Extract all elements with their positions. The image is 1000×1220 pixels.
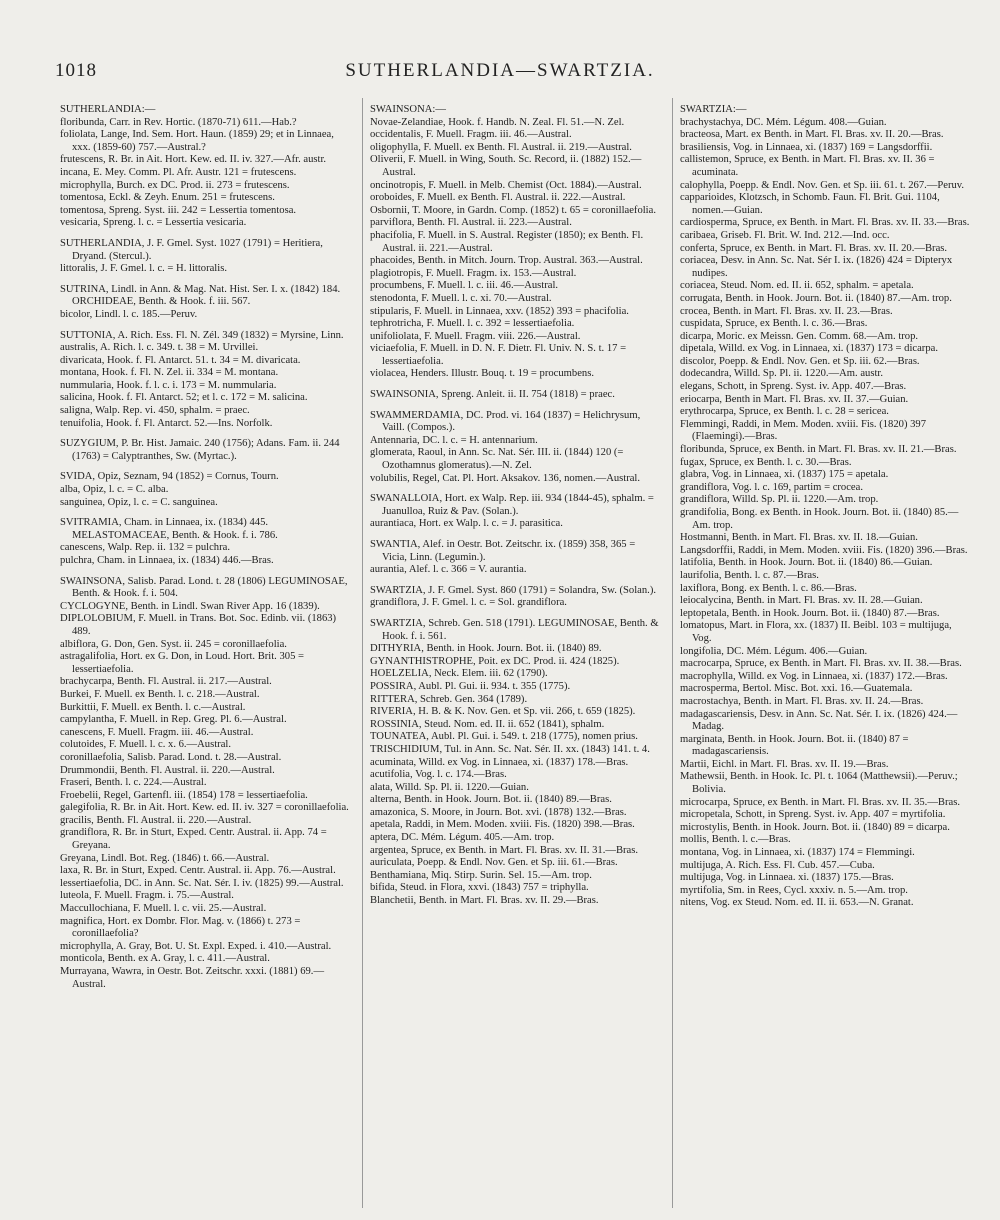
- index-entry: tomentosa, Eckl. & Zeyh. Enum. 251 = frutescens.: [60, 192, 275, 204]
- index-entry: laurifolia, Benth. l. c. 87.—Bras.: [680, 569, 819, 581]
- index-entry: SWAINSONA, Salisb. Parad. Lond. t. 28 (1806) LEGUMINOSAE, Benth. & Hook. f. i. 504.: [60, 575, 348, 600]
- index-entry: bifida, Steud. in Flora, xxvi. (1843) 757 = triphylla.: [370, 882, 589, 894]
- section-heading: SWARTZIA:—: [680, 104, 747, 115]
- index-entry: Hostmanni, Benth. in Mart. Fl. Bras. xv. II. 18.—Guian.: [680, 532, 918, 544]
- index-entry: SVITRAMIA, Cham. in Linnaea, ix. (1834) 445. MELASTOMACEAE, Benth. & Hook. f. i. 786.: [60, 517, 278, 541]
- index-entry: acutifolia, Vog. l. c. 174.—Bras.: [370, 769, 507, 781]
- index-entry: macrosperma, Bertol. Misc. Bot. xxi. 16.—Guatemala.: [680, 683, 913, 695]
- index-entry: canescens, Walp. Rep. ii. 132 = pulchra.: [60, 542, 230, 554]
- index-entry: glomerata, Raoul, in Ann. Sc. Nat. Sér. III. ii. (1844) 120 (= Ozothamnus glomeratus).—N. Zel.: [370, 447, 624, 472]
- index-entry: alba, Opiz, l. c. = C. alba.: [60, 484, 169, 496]
- index-entry: volubilis, Regel, Cat. Pl. Hort. Aksakov. 136, nomen.—Austral.: [370, 472, 641, 484]
- index-entry: Martii, Eichl. in Mart. Fl. Bras. xv. II. 19.—Bras.: [680, 758, 889, 770]
- index-entry: microstylis, Benth. in Hook. Journ. Bot. ii. (1840) 89 = dicarpa.: [680, 821, 950, 833]
- index-entry: POSSIRA, Aubl. Pl. Gui. ii. 934. t. 355 (1775).: [370, 680, 571, 692]
- index-entry: saligna, Walp. Rep. vi. 450, sphalm. = praec.: [60, 405, 250, 417]
- index-entry: SUZYGIUM, P. Br. Hist. Jamaic. 240 (1756); Adans. Fam. ii. 244 (1763) = Calyptranthes, Sw. (Myrtac.).: [60, 438, 340, 462]
- index-entry: oligophylla, F. Muell. ex Benth. Fl. Austral. ii. 219.—Austral.: [370, 141, 632, 153]
- index-entry: sanguinea, Opiz, l. c. = C. sanguinea.: [60, 496, 218, 508]
- index-entry: coriacea, Desv. in Ann. Sc. Nat. Sér I. ix. (1826) 424 = Dipteryx nudipes.: [680, 255, 953, 279]
- index-entry: violacea, Henders. Illustr. Bouq. t. 19 = procumbens.: [370, 368, 594, 380]
- index-entry: cuspidata, Spruce, ex Benth. l. c. 36.—Bras.: [680, 318, 868, 330]
- index-entry: macrostachya, Benth. in Mart. Fl. Bras. xv. II. 24.—Bras.: [680, 695, 924, 707]
- index-entry: CYCLOGYNE, Benth. in Lindl. Swan River App. 16 (1839).: [60, 600, 320, 612]
- index-entry: brachystachya, DC. Mém. Légum. 408.—Guian.: [680, 116, 887, 128]
- index-entry: plagiotropis, F. Muell. Fragm. ix. 153.—Austral.: [370, 267, 577, 279]
- index-entry: oroboides, F. Muell. ex Benth. Fl. Austral. ii. 222.—Austral.: [370, 192, 626, 204]
- index-entry: foliolata, Lange, Ind. Sem. Hort. Haun. (1859) 29; et in Linnaea, xxx. (1859-60) 757.—Austral.?: [60, 129, 334, 153]
- index-entry: Fraseri, Benth. l. c. 224.—Austral.: [60, 777, 207, 789]
- index-entry: conferta, Spruce, ex Benth. in Mart. Fl. Bras. xv. II. 20.—Bras.: [680, 242, 948, 254]
- index-entry: stenodonta, F. Muell. l. c. xi. 70.—Austral.: [370, 292, 552, 304]
- index-entry: grandiflora, Willd. Sp. Pl. ii. 1220.—Am. trop.: [680, 494, 879, 506]
- index-entry: stipularis, F. Muell. in Linnaea, xxv. (1852) 393 = phacifolia.: [370, 305, 629, 317]
- index-entry: Greyana, Lindl. Bot. Reg. (1846) t. 66.—Austral.: [60, 852, 270, 864]
- index-entry: Antennaria, DC. l. c. = H. antennarium.: [370, 434, 538, 446]
- index-entry: phacifolia, F. Muell. in S. Austral. Register (1850); ex Benth. Fl. Austral. ii. 221.—Austral.: [370, 229, 644, 254]
- index-entry: GYNANTHISTROPHE, Poit. ex DC. Prod. ii. 424 (1825).: [370, 655, 620, 667]
- index-entry: laxiflora, Bong. ex Benth. l. c. 86.—Bras.: [680, 582, 857, 594]
- index-entry: TOUNATEA, Aubl. Pl. Gui. i. 549. t. 218 (1775), nomen prius.: [370, 731, 638, 743]
- index-entry: micropetala, Schott, in Spreng. Syst. iv. App. 407 = myrtifolia.: [680, 809, 946, 821]
- index-entry: SWAINSONIA, Spreng. Anleit. ii. II. 754 (1818) = praec.: [370, 389, 615, 401]
- index-entry: Langsdorffii, Raddi, in Mem. Moden. xviii. Fis. (1820) 396.—Bras.: [680, 544, 968, 556]
- index-entry: dicarpa, Moric. ex Meissn. Gen. Comm. 68.—Am. trop.: [680, 330, 919, 342]
- index-entry: tenuifolia, Hook. f. Fl. Antarct. 52.—Ins. Norfolk.: [60, 417, 273, 429]
- index-entry: Burkittii, F. Muell. ex Benth. l. c.—Austral.: [60, 701, 246, 713]
- index-entry: SWAMMERDAMIA, DC. Prod. vi. 164 (1837) = Helichrysum, Vaill. (Compos.).: [370, 409, 641, 434]
- index-entry: grandiflora, Vog. l. c. 169, partim = crocea.: [680, 481, 863, 493]
- index-entry: Mathewsii, Benth. in Hook. Ic. Pl. t. 1064 (Matthewsii).—Peruv.; Bolivia.: [680, 771, 958, 796]
- index-entry: coronillaefolia, Salisb. Parad. Lond. t. 28.—Austral.: [60, 751, 282, 763]
- section-heading: SWAINSONA:—: [370, 104, 446, 115]
- index-entry: unifoliolata, F. Muell. Fragm. viii. 226.—Austral.: [370, 330, 581, 342]
- index-entry: brasiliensis, Vog. in Linnaea, xi. (1837) 169 = Langsdorffii.: [680, 141, 933, 153]
- index-entry: coriacea, Steud. Nom. ed. II. ii. 652, sphalm. = apetala.: [680, 280, 914, 292]
- index-entry: multijuga, Vog. in Linnaea. xi. (1837) 175.—Bras.: [680, 872, 894, 884]
- index-entry: phacoides, Benth. in Mitch. Journ. Trop. Austral. 363.—Austral.: [370, 255, 643, 267]
- index-entry: tephrotricha, F. Muell. l. c. 392 = lessertiaefolia.: [370, 318, 575, 330]
- index-entry: discolor, Poepp. & Endl. Nov. Gen. et Sp. iii. 62.—Bras.: [680, 355, 920, 367]
- index-entry: microcarpa, Spruce, ex Benth. in Mart. Fl. Bras. xv. II. 35.—Bras.: [680, 796, 960, 808]
- index-entry: nitens, Vog. ex Steud. Nom. ed. II. ii. 653.—N. Granat.: [680, 897, 914, 909]
- index-entry: dodecandra, Willd. Sp. Pl. ii. 1220.—Am. austr.: [680, 368, 883, 380]
- index-entry: Murrayana, Wawra, in Oestr. Bot. Zeitschr. xxxi. (1881) 69.—Austral.: [60, 966, 325, 990]
- index-entry: alterna, Benth. in Hook. Journ. Bot. ii. (1840) 89.—Bras.: [370, 794, 612, 806]
- index-entry: littoralis, J. F. Gmel. l. c. = H. littoralis.: [60, 263, 227, 275]
- index-entry: Osbornii, T. Moore, in Gardn. Comp. (1852) t. 65 = coronillaefolia.: [370, 204, 656, 216]
- index-entry: Oliverii, F. Muell. in Wing, South. Sc. Record, ii. (1882) 152.—Austral.: [370, 154, 642, 178]
- index-entry: longifolia, DC. Mém. Légum. 406.—Guian.: [680, 645, 868, 657]
- index-entry: latifolia, Benth. in Hook. Journ. Bot. ii. (1840) 86.—Guian.: [680, 557, 933, 569]
- index-entry: erythrocarpa, Spruce, ex Benth. l. c. 28 = sericea.: [680, 406, 889, 418]
- index-entry: HOELZELIA, Neck. Elem. iii. 62 (1790).: [370, 668, 548, 680]
- index-entry: SVIDA, Opiz, Seznam, 94 (1852) = Cornus, Tourn.: [60, 471, 279, 483]
- column-right: [680, 104, 972, 1209]
- index-entry: microphylla, A. Gray, Bot. U. St. Expl. Exped. i. 410.—Austral.: [60, 940, 332, 952]
- index-entry: luteola, F. Muell. Fragm. i. 75.—Austral.: [60, 890, 234, 902]
- index-entry: caribaea, Griseb. Fl. Brit. W. Ind. 212.—Ind. occ.: [680, 229, 890, 241]
- column-divider: [362, 98, 363, 1208]
- index-entry: argentea, Spruce, ex Benth. in Mart. Fl. Bras. xv. II. 31.—Bras.: [370, 844, 639, 856]
- index-entry: astragalifolia, Hort. ex G. Don, in Loud. Hort. Brit. 305 = lessertiaefolia.: [60, 651, 304, 675]
- index-entry: Blanchetii, Benth. in Mart. Fl. Bras. xv. II. 29.—Bras.: [370, 895, 599, 907]
- column-middle: [370, 104, 662, 1209]
- index-entry: grandiflora, J. F. Gmel. l. c. = Sol. grandiflora.: [370, 597, 567, 609]
- index-entry: multijuga, A. Rich. Ess. Fl. Cub. 457.—Cuba.: [680, 859, 875, 871]
- running-title: SUTHERLANDIA—SWARTZIA.: [345, 60, 655, 81]
- index-entry: Drummondii, Benth. Fl. Austral. ii. 220.—Austral.: [60, 764, 275, 776]
- index-entry: campylantha, F. Muell. in Rep. Greg. Pl. 6.—Austral.: [60, 714, 287, 726]
- index-entry: salicina, Hook. f. Fl. Antarct. 52; et l. c. 172 = M. salicina.: [60, 392, 308, 404]
- index-entry: lomatopus, Mart. in Flora, xx. (1837) II. Beibl. 103 = multijuga, Vog.: [680, 620, 952, 644]
- index-entry: auriculata, Poepp. & Endl. Nov. Gen. et Sp. iii. 61.—Bras.: [370, 857, 618, 869]
- index-entry: canescens, F. Muell. Fragm. iii. 46.—Austral.: [60, 726, 254, 738]
- index-entry: grandifolia, Bong. ex Benth. in Hook. Journ. Bot. ii. (1840) 85.—Am. trop.: [680, 507, 959, 531]
- index-entry: DIPLOLOBIUM, F. Muell. in Trans. Bot. Soc. Edinb. vii. (1863) 489.: [60, 613, 337, 637]
- index-entry: monticola, Benth. ex A. Gray, l. c. 411.—Austral.: [60, 953, 270, 965]
- index-entry: calophylla, Poepp. & Endl. Nov. Gen. et Sp. iii. 61. t. 267.—Peruv.: [680, 179, 965, 191]
- index-entry: aurantia, Alef. l. c. 366 = V. aurantia.: [370, 564, 527, 576]
- column-divider: [672, 98, 673, 1208]
- index-entry: apetala, Raddi, in Mem. Moden. xviii. Fis. (1820) 398.—Bras.: [370, 819, 635, 831]
- index-entry: Froebelii, Regel, Gartenfl. iii. (1854) 178 = lessertiaefolia.: [60, 789, 308, 801]
- index-entry: parviflora, Benth. Fl. Austral. ii. 223.—Austral.: [370, 217, 572, 229]
- index-entry: oncinotropis, F. Muell. in Melb. Chemist (Oct. 1884).—Austral.: [370, 179, 642, 191]
- index-entry: albiflora, G. Don, Gen. Syst. ii. 245 = coronillaefolia.: [60, 638, 287, 650]
- index-entry: grandiflora, R. Br. in Sturt, Exped. Centr. Austral. ii. App. 74 = Greyana.: [60, 827, 327, 852]
- index-entry: bracteosa, Mart. ex Benth. in Mart. Fl. Bras. xv. II. 20.—Bras.: [680, 129, 944, 141]
- index-entry: Benthamiana, Miq. Stirp. Surin. Sel. 15.—Am. trop.: [370, 869, 592, 881]
- index-entry: magnifica, Hort. ex Dombr. Flor. Mag. v. (1866) t. 273 = coronillaefolia?: [60, 915, 301, 940]
- index-entry: macrophylla, Willd. ex Vog. in Linnaea, xi. (1837) 172.—Bras.: [680, 670, 948, 682]
- index-entry: corrugata, Benth. in Hook. Journ. Bot. ii. (1840) 87.—Am. trop.: [680, 292, 952, 304]
- index-entry: gracilis, Benth. Fl. Austral. ii. 220.—Austral.: [60, 814, 252, 826]
- index-entry: SUTTONIA, A. Rich. Ess. Fl. N. Zél. 349 (1832) = Myrsine, Linn.: [60, 329, 344, 341]
- index-entry: madagascariensis, Desv. in Ann. Sc. Nat. Sér. I. ix. (1826) 424.—Madag.: [680, 708, 958, 733]
- index-entry: viciaefolia, F. Muell. in D. N. F. Dietr. Fl. Univ. N. S. t. 17 = lessertiaefolia.: [370, 343, 627, 367]
- index-entry: mollis, Benth. l. c.—Bras.: [680, 834, 791, 846]
- column-left: [60, 104, 352, 1209]
- index-entry: cardiosperma, Spruce, ex Benth. in Mart. Fl. Bras. xv. II. 33.—Bras.: [680, 217, 970, 229]
- index-entry: TRISCHIDIUM, Tul. in Ann. Sc. Nat. Sér. II. xx. (1843) 141. t. 4.: [370, 743, 650, 755]
- index-entry: SWARTZIA, J. F. Gmel. Syst. 860 (1791) = Solandra, Sw. (Solan.).: [370, 584, 656, 596]
- index-entry: alata, Willd. Sp. Pl. ii. 1220.—Guian.: [370, 781, 529, 793]
- index-entry: leiocalycina, Benth. in Mart. Fl. Bras. xv. II. 28.—Guian.: [680, 595, 923, 607]
- index-entry: DITHYRIA, Benth. in Hook. Journ. Bot. ii. (1840) 89.: [370, 643, 602, 655]
- page-number: 1018: [55, 60, 97, 81]
- index-entry: leptopetala, Benth. in Hook. Journ. Bot. ii. (1840) 87.—Bras.: [680, 607, 940, 619]
- index-entry: bicolor, Lindl. l. c. 185.—Peruv.: [60, 308, 198, 320]
- index-entry: marginata, Benth. in Hook. Journ. Bot. ii. (1840) 87 = madagascariensis.: [680, 733, 909, 758]
- index-entry: australis, A. Rich. l. c. 349. t. 38 = M. Urvillei.: [60, 342, 259, 354]
- index-entry: SUTHERLANDIA, J. F. Gmel. Syst. 1027 (1791) = Heritiera, Dryand. (Stercul.).: [60, 237, 323, 262]
- index-entry: elegans, Schott, in Spreng. Syst. iv. App. 407.—Bras.: [680, 381, 907, 393]
- index-entry: procumbens, F. Muell. l. c. iii. 46.—Austral.: [370, 280, 559, 292]
- index-entry: floribunda, Carr. in Rev. Hortic. (1870-71) 611.—Hab.?: [60, 116, 297, 128]
- index-entry: laxa, R. Br. in Sturt, Exped. Centr. Austral. ii. App. 76.—Austral.: [60, 865, 336, 877]
- index-entry: amazonica, S. Moore, in Journ. Bot. xvi. (1878) 132.—Bras.: [370, 806, 627, 818]
- index-entry: incana, E. Mey. Comm. Pl. Afr. Austr. 121 = frutescens.: [60, 166, 297, 178]
- index-entry: nummularia, Hook. f. l. c. i. 173 = M. nummularia.: [60, 379, 277, 391]
- index-entry: SWANALLOIA, Hort. ex Walp. Rep. iii. 934 (1844-45), sphalm. = Juanulloa, Ruiz & Pav. (Solan.).: [370, 493, 654, 517]
- index-entry: macrocarpa, Spruce, ex Benth. in Mart. Fl. Bras. xv. II. 38.—Bras.: [680, 658, 962, 670]
- index-entry: crocea, Benth. in Mart. Fl. Bras. xv. II. 23.—Bras.: [680, 305, 893, 317]
- index-entry: microphylla, Burch. ex DC. Prod. ii. 273 = frutescens.: [60, 179, 290, 191]
- index-entry: glabra, Vog. in Linnaea, xi. (1837) 175 = apetala.: [680, 469, 889, 481]
- index-entry: SWANTIA, Alef. in Oestr. Bot. Zeitschr. ix. (1859) 358, 365 = Vicia, Linn. (Legumin.).: [370, 539, 636, 563]
- index-entry: occidentalis, F. Muell. Fragm. iii. 46.—Austral.: [370, 129, 572, 141]
- index-entry: floribunda, Spruce, ex Benth. in Mart. Fl. Bras. xv. II. 21.—Bras.: [680, 444, 957, 456]
- index-entry: brachycarpa, Benth. Fl. Austral. ii. 217.—Austral.: [60, 676, 272, 688]
- index-entry: Burkei, F. Muell. ex Benth. l. c. 218.—Austral.: [60, 688, 260, 700]
- index-entry: aurantiaca, Hort. ex Walp. l. c. = J. parasitica.: [370, 518, 563, 530]
- index-entry: ROSSINIA, Steud. Nom. ed. II. ii. 652 (1841), sphalm.: [370, 718, 605, 730]
- index-entry: tomentosa, Spreng. Syst. iii. 242 = Lessertia tomentosa.: [60, 204, 297, 216]
- index-entry: fugax, Spruce, ex Benth. l. c. 30.—Bras.: [680, 456, 852, 468]
- index-entry: SUTRINA, Lindl. in Ann. & Mag. Nat. Hist. Ser. I. x. (1842) 184. ORCHIDEAE, Benth. & Hook. f. iii. 567.: [60, 283, 341, 308]
- index-entry: myrtifolia, Sm. in Rees, Cycl. xxxiv. n. 5.—Am. trop.: [680, 884, 908, 896]
- index-entry: colutoides, F. Muell. l. c. x. 6.—Austral.: [60, 739, 231, 751]
- index-entry: divaricata, Hook. f. Fl. Antarct. 51. t. 34 = M. divaricata.: [60, 354, 301, 366]
- index-entry: capparioides, Klotzsch, in Schomb. Faun. Fl. Brit. Gui. 1104, nomen.—Guian.: [680, 192, 940, 216]
- index-entry: galegifolia, R. Br. in Ait. Hort. Kew. ed. II. iv. 327 = coronillaefolia.: [60, 802, 349, 814]
- index-entry: Maccullochiana, F. Muell. l. c. vii. 25.—Austral.: [60, 903, 267, 915]
- index-entry: Novae-Zelandiae, Hook. f. Handb. N. Zeal. Fl. 51.—N. Zel.: [370, 116, 625, 128]
- index-entry: RITTERA, Schreb. Gen. 364 (1789).: [370, 693, 528, 705]
- index-entry: eriocarpa, Benth in Mart. Fl. Bras. xv. II. 37.—Guian.: [680, 393, 909, 405]
- index-entry: aptera, DC. Mém. Légum. 405.—Am. trop.: [370, 832, 555, 844]
- index-entry: SWARTZIA, Schreb. Gen. 518 (1791). LEGUMINOSAE, Benth. & Hook. f. i. 561.: [370, 617, 659, 642]
- section-heading: SUTHERLANDIA:—: [60, 104, 156, 115]
- index-entry: callistemon, Spruce, ex Benth. in Mart. Fl. Bras. xv. II. 36 = acuminata.: [680, 154, 935, 178]
- index-entry: montana, Vog. in Linnaea, xi. (1837) 174 = Flemmingi.: [680, 847, 915, 859]
- index-entry: RIVERIA, H. B. & K. Nov. Gen. et Sp. vii. 266, t. 659 (1825).: [370, 706, 636, 718]
- index-entry: vesicaria, Spreng. l. c. = Lessertia vesicaria.: [60, 217, 247, 229]
- index-entry: lessertiaefolia, DC. in Ann. Sc. Nat. Sér. I. iv. (1825) 99.—Austral.: [60, 877, 344, 889]
- index-entry: frutescens, R. Br. in Ait. Hort. Kew. ed. II. iv. 327.—Afr. austr.: [60, 154, 327, 166]
- index-entry: Flemmingi, Raddi, in Mem. Moden. xviii. Fis. (1820) 397 (Flaemingi).—Bras.: [680, 418, 927, 443]
- index-entry: pulchra, Cham. in Linnaea, ix. (1834) 446.—Bras.: [60, 555, 274, 566]
- index-entry: montana, Hook. f. Fl. N. Zel. ii. 334 = M. montana.: [60, 367, 279, 379]
- index-entry: dipetala, Willd. ex Vog. in Linnaea, xi. (1837) 173 = dicarpa.: [680, 343, 938, 355]
- page-header: [55, 58, 945, 86]
- index-entry: acuminata, Willd. ex Vog. in Linnaea, xi. (1837) 178.—Bras.: [370, 756, 629, 768]
